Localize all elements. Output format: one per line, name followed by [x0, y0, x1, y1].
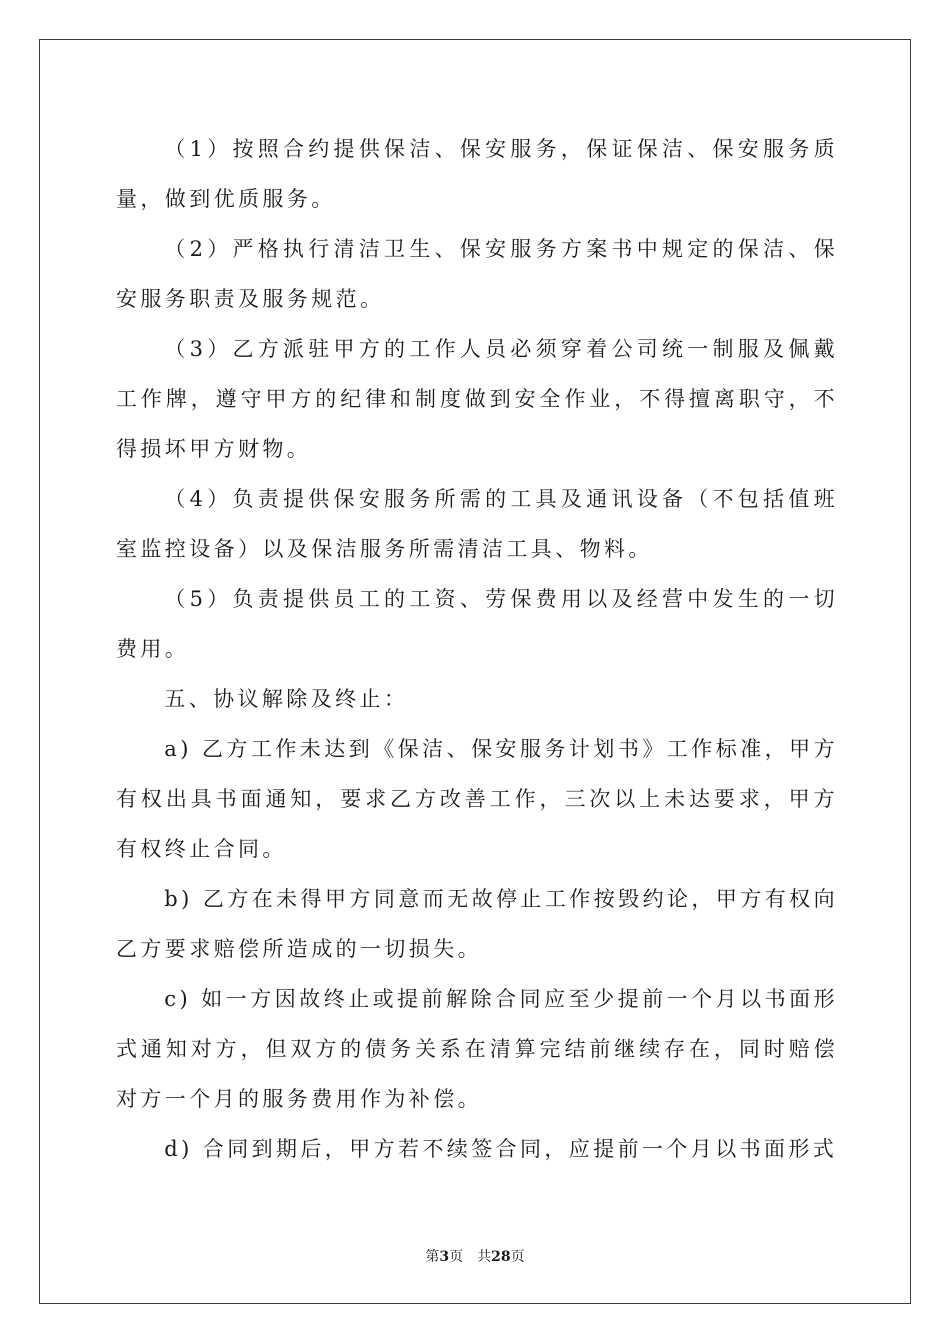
document-body: [116, 124, 838, 1174]
total-suffix: 页: [510, 1249, 525, 1265]
section-heading: 五、协议解除及终止：: [164, 687, 409, 711]
clause-a: a) 乙方工作未达到《保洁、保安服务计划书》工作标准，甲方有权出具书面通知，要求乙方改善工作，三次以上未达要求，甲方有权终止合同。: [116, 737, 838, 861]
clause-c: c) 如一方因故终止或提前解除合同应至少提前一个月以书面形式通知对方，但双方的债务关系在清算完结前继续存在，同时赔偿对方一个月的服务费用作为补偿。: [116, 987, 838, 1111]
clause-d: d) 合同到期后，甲方若不续签合同，应提前一个月以书面形式: [164, 1137, 838, 1161]
page-suffix: 页: [449, 1249, 464, 1265]
page-prefix: 第: [425, 1249, 440, 1265]
page-number: 3: [439, 1249, 450, 1265]
paragraph-item-3: （3）乙方派驻甲方的工作人员必须穿着公司统一制服及佩戴工作牌，遵守甲方的纪律和制度做到安全作业，不得擅离职守，不得损坏甲方财物。: [116, 337, 838, 461]
paragraph-item-4: （4）负责提供保安服务所需的工具及通讯设备（不包括值班室监控设备）以及保洁服务所需清洁工具、物料。: [116, 487, 838, 561]
paragraph-item-1: （1）按照合约提供保洁、保安服务，保证保洁、保安服务质量，做到优质服务。: [116, 137, 838, 211]
page-footer: [0, 1246, 950, 1266]
paragraph-item-2: （2）严格执行清洁卫生、保安服务方案书中规定的保洁、保安服务职责及服务规范。: [116, 237, 838, 311]
clause-b: b) 乙方在未得甲方同意而无故停止工作按毁约论，甲方有权向乙方要求赔偿所造成的一切损失。: [116, 887, 838, 961]
total-prefix: 共: [477, 1249, 492, 1265]
total-pages: 28: [491, 1249, 511, 1265]
paragraph-item-5: （5）负责提供员工的工资、劳保费用以及经营中发生的一切费用。: [116, 587, 838, 661]
